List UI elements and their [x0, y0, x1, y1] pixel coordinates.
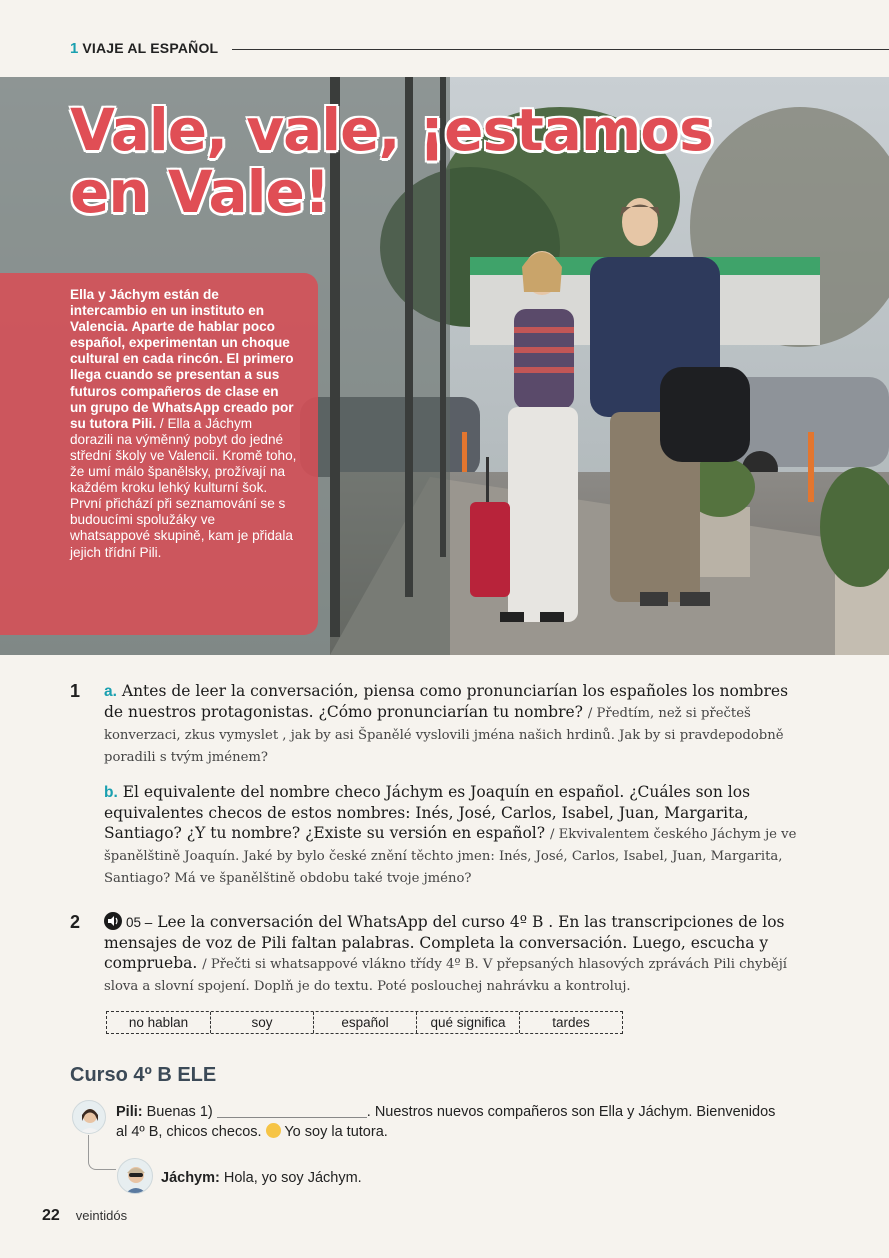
instruction-cz: / Ekvivalentem českého Jáchym je ve španělštině Joaquín. Jaké by bylo české znění těchto jmen: Inés, José, Carlos, Isabel, Juan, Margarita, Santiago? Má ve španělštině obdobu také tvoje jméno?	[104, 827, 797, 886]
chat-message-pili	[72, 1100, 812, 1142]
chapter-title: VIAJE AL ESPAÑOL	[82, 40, 219, 56]
audio-play-icon[interactable]	[104, 912, 122, 930]
exercise-1a	[104, 681, 800, 768]
audio-track-number: 05 –	[126, 915, 153, 930]
chat-title: Curso 4º B ELE	[70, 1064, 217, 1086]
page-number-word: veintidós	[75, 1208, 128, 1223]
thread-connector	[88, 1135, 116, 1170]
intro-czech: / Ella a Jáchym dorazili na výměnný pobyt do jedné střední školy ve Valencii. Kromě toho, že umí málo španělsky, prožívají na každém kroku lehký kulturní šok. První přichází při seznamování se s budoucími spolužáky ve whatsappové skupině, kam je přidala jejich třídní Pili.	[70, 415, 297, 560]
instruction-cz: / Předtím, než si přečteš konverzaci, zkus vymyslet , jak by asi Španělé vyslovili jména našich hrdinů. Jak by si pravdepodobně poradili s tvým jménem?	[104, 706, 784, 765]
wink-emoji-icon	[266, 1123, 281, 1138]
instruction-es: Lee la conversación del WhatsApp del curso 4º B . En las transcripciones de los mensajes de voz de Pili faltan palabras. Completa la conversación. Luego, escucha y comprueba.	[104, 913, 785, 972]
word-bank-item: qué significa	[416, 1012, 519, 1033]
item-label: a.	[104, 683, 117, 700]
chat-message-jachym	[117, 1158, 717, 1194]
instruction-cz: / Přečti si whatsappové vlákno třídy 4º B. V přepsaných hlasových zprávách Pili chybějí slova a slovní spojení. Doplň je do textu. Poté poslouchej nahrávku a kontroluj.	[104, 957, 788, 994]
page-number: 22	[42, 1207, 60, 1224]
word-bank-item: español	[313, 1012, 416, 1033]
word-bank-item: tardes	[519, 1012, 622, 1033]
answer-blank[interactable]	[217, 1104, 367, 1118]
exercise-2-instruction	[104, 912, 800, 997]
word-bank-item: soy	[210, 1012, 313, 1033]
item-label: b.	[104, 784, 118, 801]
exercise-number: 1	[70, 681, 81, 701]
chapter-header	[70, 38, 889, 58]
word-bank	[106, 1011, 623, 1034]
instruction-es: Antes de leer la conversación, piensa como pronunciarían los españoles los nombres de nuestros protagonistas. ¿Cómo pronunciarían tu nombre?	[104, 682, 789, 721]
message-text: Yo soy la tutora.	[284, 1124, 388, 1140]
word-bank-item: no hablan	[128, 1015, 189, 1030]
hero-photo	[0, 77, 889, 655]
message-text: Buenas 1)	[146, 1104, 213, 1120]
sender-name: Pili:	[116, 1104, 143, 1120]
exercise-1	[70, 681, 800, 903]
avatar	[117, 1158, 153, 1194]
instruction-es: El equivalente del nombre checo Jáchym es Joaquín en español. ¿Cuáles son los equivalentes checos de estos nombres: Inés, José, Carlos, Isabel, Juan, Margarita, Santiago? ¿Y tu nombre? ¿Existe su versión en español?	[104, 783, 751, 842]
message-text: al 4º B, chicos checos.	[116, 1124, 262, 1140]
intro-text-box	[0, 273, 318, 635]
header-divider	[232, 49, 889, 50]
exercise-2	[70, 912, 800, 1011]
hero-title: Vale, vale, ¡estamos en Vale!	[70, 96, 713, 226]
avatar	[72, 1100, 106, 1134]
chapter-number: 1	[70, 39, 79, 57]
message-text: Hola, yo soy Jáchym.	[223, 1170, 362, 1186]
intro-spanish: Ella y Jáchym están de intercambio en un instituto en Valencia. Aparte de hablar poco español, experimentan un choque cultural en cada rincón. El primero llega cuando se presentan a sus futuros compañeros de clase en un grupo de WhatsApp creado por su tutora Pili.	[70, 287, 294, 431]
exercise-1b	[104, 782, 800, 889]
sender-name: Jáchym:	[161, 1170, 220, 1186]
exercise-number: 2	[70, 912, 81, 932]
page-footer	[42, 1207, 127, 1225]
message-text: . Nuestros nuevos compañeros son Ella y Jáchym. Bienvenidos	[366, 1104, 776, 1120]
